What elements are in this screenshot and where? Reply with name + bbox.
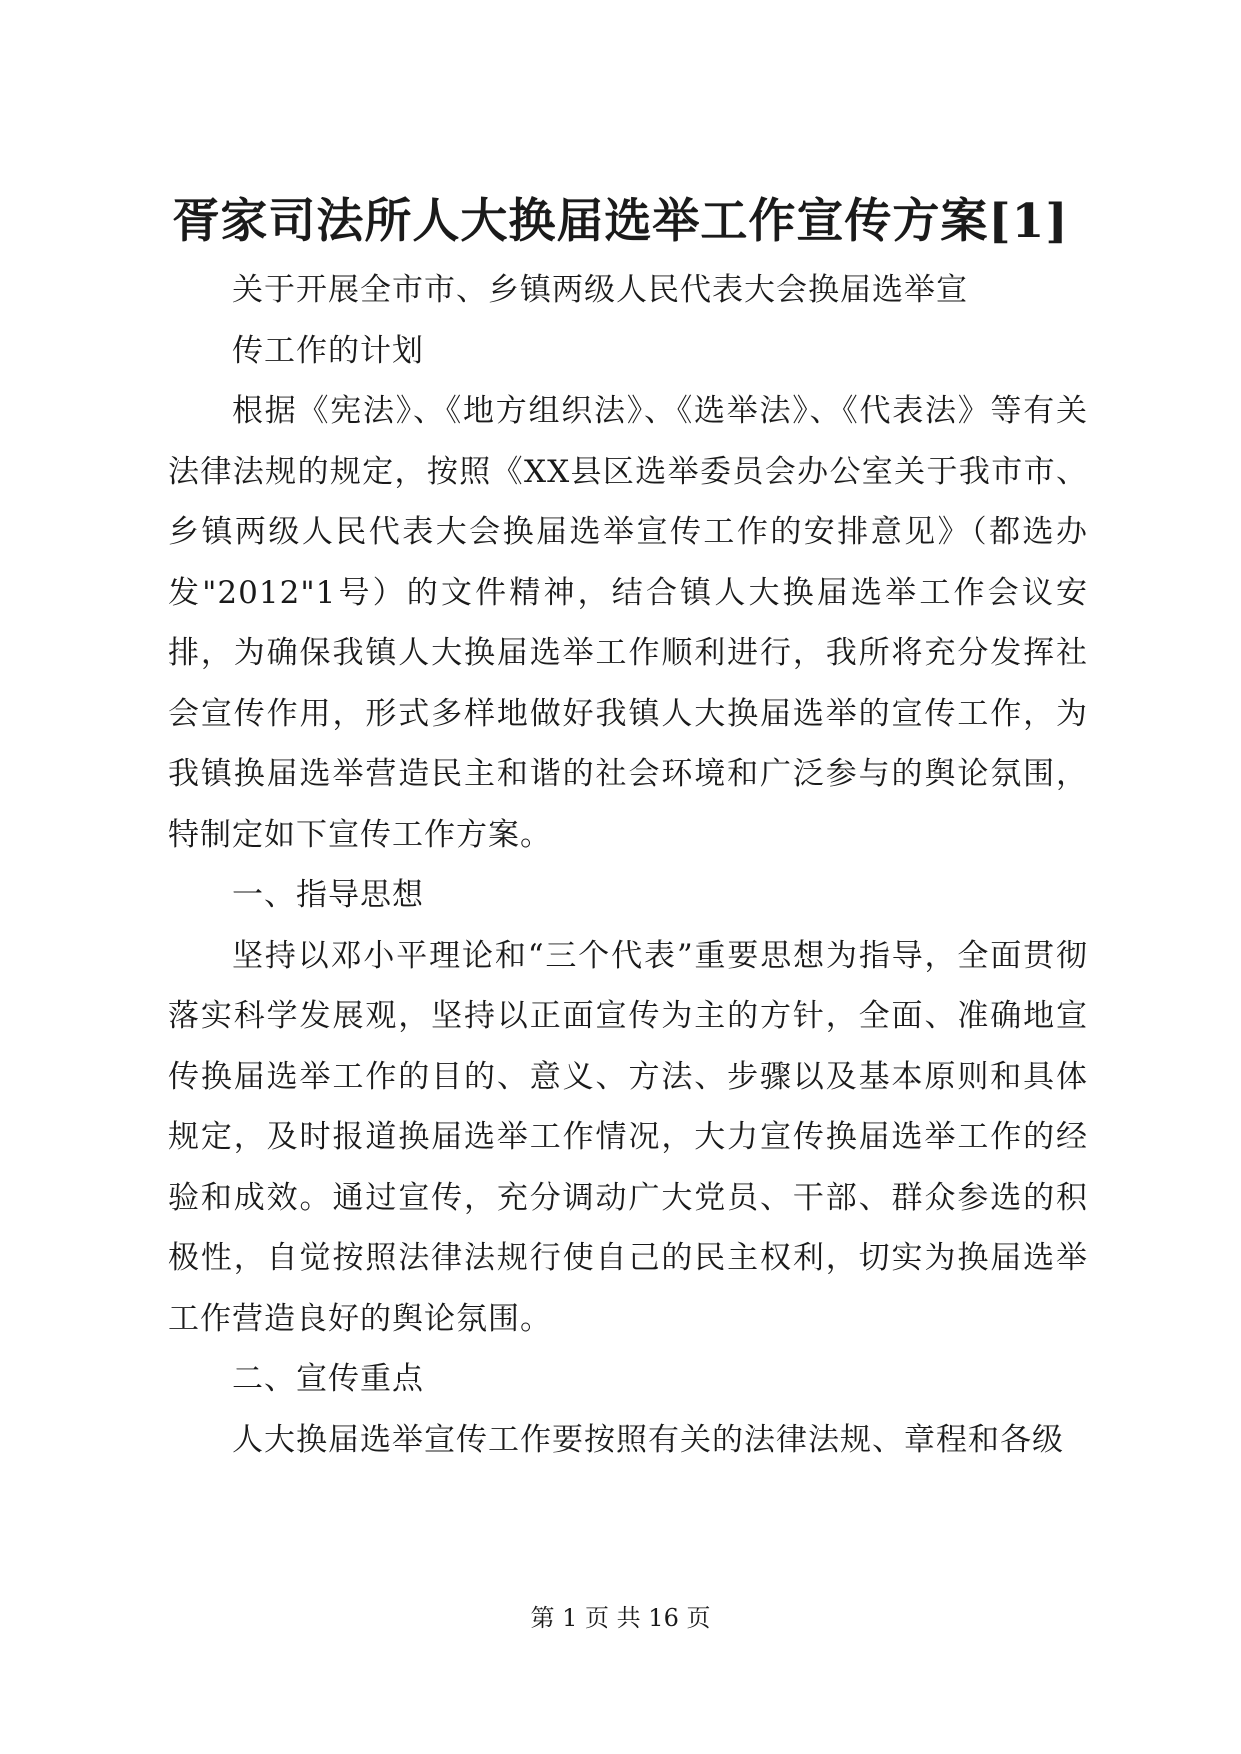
paragraph-guiding-thought: 坚持以邓小平理论和“三个代表”重要思想为指导，全面贯彻落实科学发展观，坚持以正面宣传为主的方针，全面、准确地宣传换届选举工作的目的、意义、方法、步骤以及基本原则和具体规定，及时报道换届选举工作情况，大力宣传换届选举工作的经验和成效。通过宣传，充分调动广大党员、干部、群众参选的积极性，自觉按照法律法规行使自己的民主权利，切实为换届选举工作营造良好的舆论氛围。: [168, 937, 1088, 1337]
paragraph-publicity-focus: 人大换届选举宣传工作要按照有关的法律法规、章程和各级: [232, 1421, 1064, 1458]
page-footer: 第 1 页 共 16 页: [530, 1604, 711, 1632]
subtitle-line-1: 关于开展全市市、乡镇两级人民代表大会换届选举宣: [232, 272, 968, 308]
document-title: 胥家司法所人大换届选举工作宣传方案[1]: [172, 194, 1069, 249]
document-body: [168, 260, 1088, 1470]
section-heading-publicity-focus: 二、宣传重点: [232, 1361, 424, 1397]
section-heading-guiding-thought: 一、指导思想: [232, 877, 424, 913]
subtitle-line-2: 传工作的计划: [232, 332, 424, 369]
paragraph-intro: 根据《宪法》、《地方组织法》、《选举法》、《代表法》等有关法律法规的规定，按照《XX县区选举委员会办公室关于我市市、乡镇两级人民代表大会换届选举宣传工作的安排意见》（都选办发"2012"1号）的文件精神，结合镇人大换届选举工作会议安排，为确保我镇人大换届选举工作顺利进行，我所将充分发挥社会宣传作用，形式多样地做好我镇人大换届选举的宣传工作，为我镇换届选举营造民主和谐的社会环境和广泛参与的舆论氛围，特制定如下宣传工作方案。: [168, 393, 1088, 853]
